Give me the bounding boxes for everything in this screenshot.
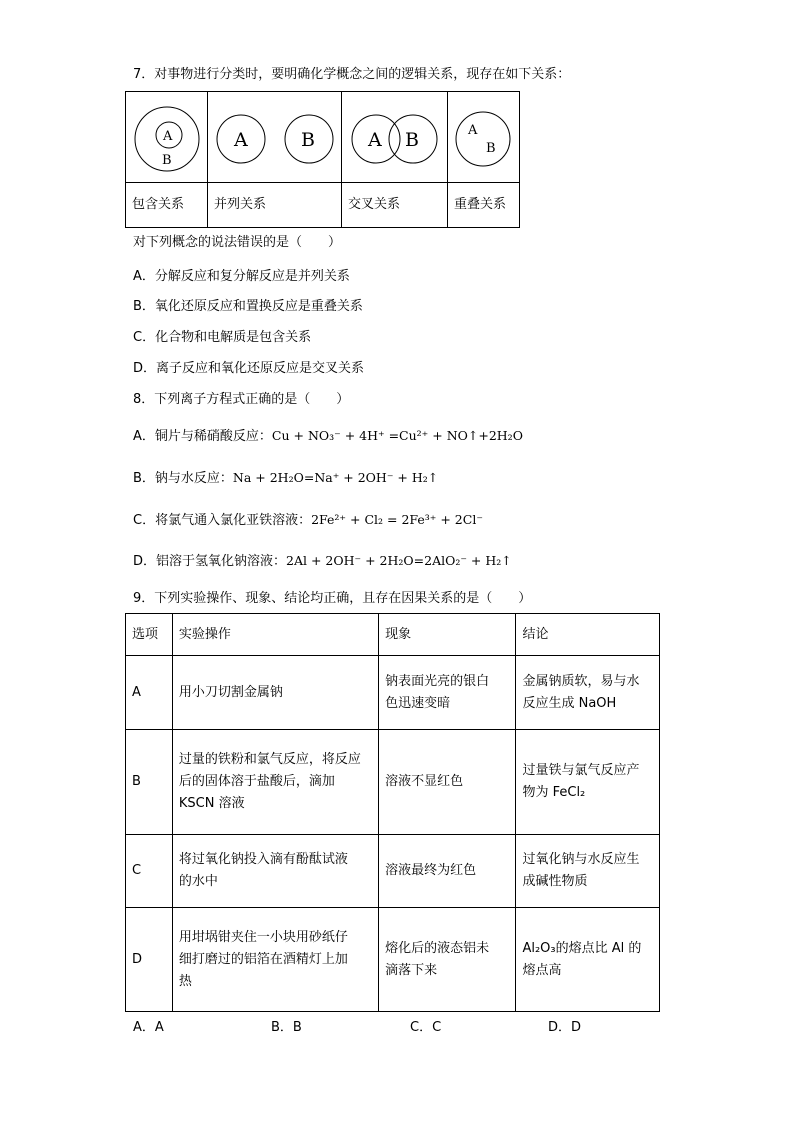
q8-equation: Na + 2H₂O=Na⁺ + 2OH⁻ + H₂↑ xyxy=(232,470,439,485)
intersection-a-label: A xyxy=(368,129,382,151)
row-operation: 用小刀切割金属钠 xyxy=(172,656,378,730)
q7-option: B．氧化还原反应和置换反应是重叠关系 xyxy=(133,299,363,314)
row-phenomenon: 溶液最终为红色 xyxy=(379,835,516,908)
row-conclusion: 过氧化钠与水反应生 成碱性物质 xyxy=(516,835,660,908)
relation-caption: 包含关系 xyxy=(126,183,208,228)
row-option: D xyxy=(126,908,173,1012)
q8-equation: Cu + NO₃⁻ + 4H⁺ =Cu²⁺ + NO↑+2H₂O xyxy=(271,428,523,443)
table-row xyxy=(126,835,660,908)
q8-option-label: B．钠与水反应： xyxy=(133,471,233,486)
overlap-a-label: A xyxy=(468,123,478,138)
table-row xyxy=(126,656,660,730)
q8-option-label: C．将氯气通入氯化亚铁溶液： xyxy=(133,513,312,528)
q8-equation: 2Fe²⁺ + Cl₂ = 2Fe³⁺ + 2Cl⁻ xyxy=(311,512,483,527)
table-row xyxy=(126,908,660,1012)
row-conclusion: Al₂O₃的熔点比 Al 的 熔点高 xyxy=(516,908,660,1012)
q8-equation: 2Al + 2OH⁻ + 2H₂O=2AlO₂⁻ + H₂↑ xyxy=(286,553,512,568)
relation-caption: 并列关系 xyxy=(208,183,342,228)
experiment-table xyxy=(125,613,660,1012)
q8-stem: 8．下列离子方程式正确的是（ ） xyxy=(133,392,350,407)
header-conclusion: 结论 xyxy=(516,614,660,656)
q7-question: 对下列概念的说法错误的是（ ） xyxy=(133,235,342,250)
q8-option-label: A．铜片与稀硝酸反应： xyxy=(133,429,272,444)
header-operation: 实验操作 xyxy=(172,614,378,656)
inclusion-a-label: A xyxy=(163,129,173,144)
row-operation: 将过氧化钠投入滴有酚酞试液 的水中 xyxy=(172,835,378,908)
row-phenomenon: 钠表面光亮的银白 色迅速变暗 xyxy=(379,656,516,730)
inclusion-b-label: B xyxy=(162,153,172,168)
row-option: B xyxy=(126,730,173,835)
row-phenomenon: 溶液不显红色 xyxy=(379,730,516,835)
row-operation: 过量的铁粉和氯气反应，将反应 后的固体溶于盐酸后，滴加 KSCN 溶液 xyxy=(172,730,378,835)
parallel-b-label: B xyxy=(301,129,315,151)
row-conclusion: 过量铁与氯气反应产 物为 FeCl₂ xyxy=(516,730,660,835)
q9-answer: B．B xyxy=(271,1020,302,1035)
q8-option xyxy=(133,552,512,571)
q9-answer: C．C xyxy=(410,1020,442,1035)
header-option: 选项 xyxy=(126,614,173,656)
inclusion-diagram xyxy=(126,92,207,182)
table-row xyxy=(126,730,660,835)
relation-table xyxy=(125,91,520,228)
parallel-diagram xyxy=(208,92,341,182)
q9-answer: A．A xyxy=(133,1020,164,1035)
q7-stem: 7．对事物进行分类时，要明确化学概念之间的逻辑关系，现存在如下关系： xyxy=(133,67,571,82)
parallel-a-label: A xyxy=(234,129,248,151)
intersection-diagram xyxy=(342,92,447,182)
row-conclusion: 金属钠质软，易与水 反应生成 NaOH xyxy=(516,656,660,730)
q8-option xyxy=(133,511,483,530)
header-phenomenon: 现象 xyxy=(379,614,516,656)
relation-caption: 重叠关系 xyxy=(448,183,520,228)
relation-caption: 交叉关系 xyxy=(342,183,448,228)
row-phenomenon: 熔化后的液态铝未 滴落下来 xyxy=(379,908,516,1012)
row-operation: 用坩埚钳夹住一小块用砂纸仔 细打磨过的铝箔在酒精灯上加 热 xyxy=(172,908,378,1012)
q7-option: C．化合物和电解质是包含关系 xyxy=(133,330,312,345)
row-option: A xyxy=(126,656,173,730)
overlap-b-label: B xyxy=(486,141,496,156)
intersection-b-label: B xyxy=(405,129,419,151)
q8-option xyxy=(133,427,523,446)
overlap-diagram xyxy=(448,92,519,182)
q8-option xyxy=(133,469,438,488)
q9-answer: D．D xyxy=(548,1020,582,1035)
q8-option-label: D．铝溶于氢氧化钠溶液： xyxy=(133,554,287,569)
q7-option: D．离子反应和氧化还原反应是交叉关系 xyxy=(133,361,365,376)
row-option: C xyxy=(126,835,173,908)
q7-option: A．分解反应和复分解反应是并列关系 xyxy=(133,269,350,284)
q9-stem: 9．下列实验操作、现象、结论均正确，且存在因果关系的是（ ） xyxy=(133,591,532,606)
